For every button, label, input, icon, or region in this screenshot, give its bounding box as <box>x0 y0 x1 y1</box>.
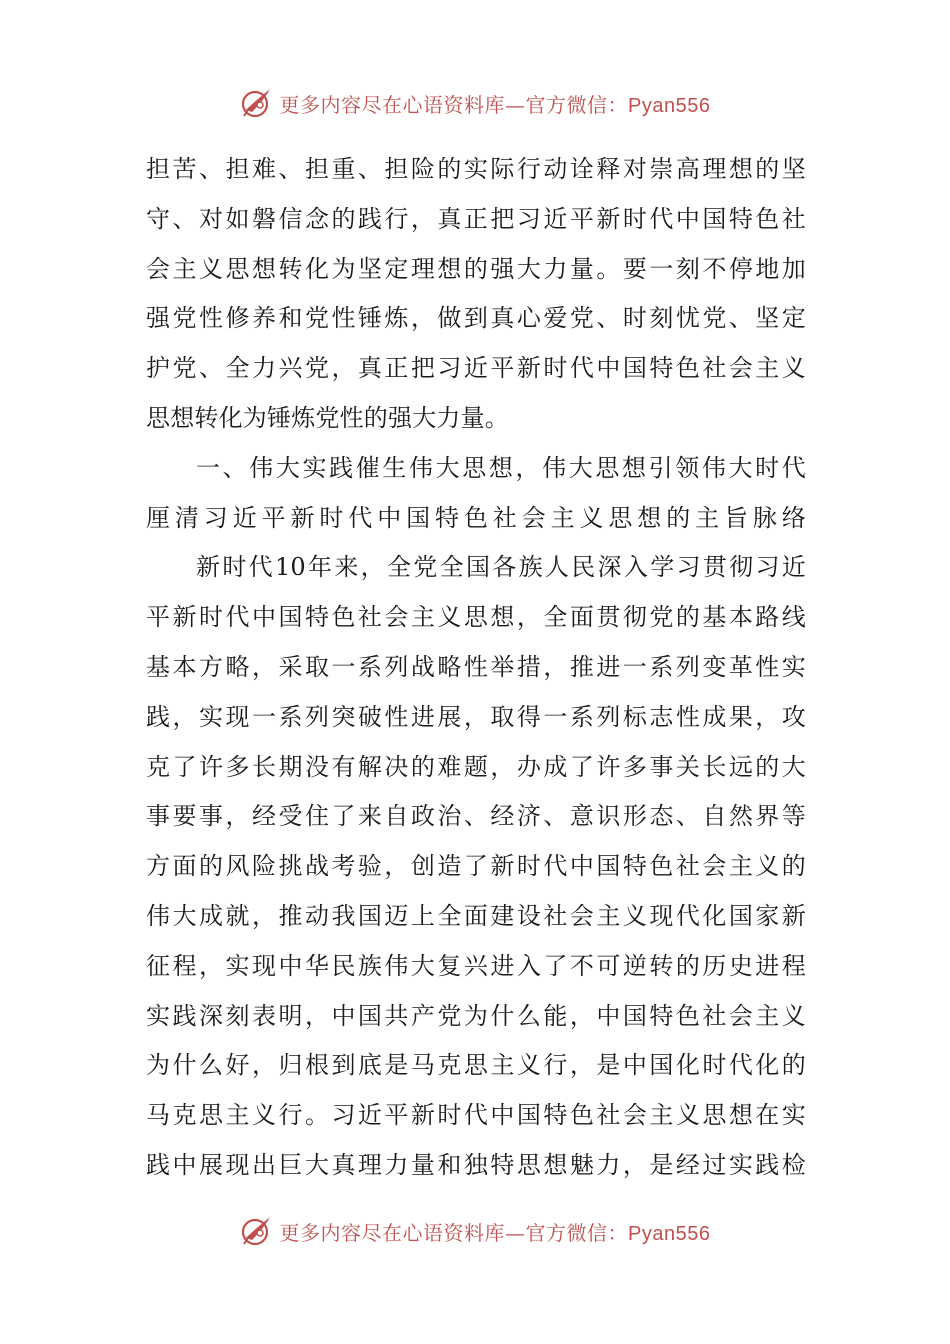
quill-pen-logo-icon <box>240 1214 274 1248</box>
footer-banner-text: 更多内容尽在心语资料库—官方微信：Pyan556 <box>279 1220 711 1245</box>
body-line: 护党、全力兴党，真正把习近平新时代中国特色社会主义 <box>146 354 806 383</box>
body-line: 践，实现一系列突破性进展，取得一系列标志性成果，攻 <box>146 702 806 731</box>
section-heading-continued: 厘清习近平新时代中国特色社会主义思想的主旨脉络 <box>146 503 806 532</box>
body-line: 事要事，经受住了来自政治、经济、意识形态、自然界等 <box>146 802 806 831</box>
body-line: 克了许多长期没有解决的难题，办成了许多事关长远的大 <box>146 752 806 781</box>
body-line: 伟大成就，推动我国迈上全面建设社会主义现代化国家新 <box>146 901 806 930</box>
body-line: 践中展现出巨大真理力量和独特思想魅力，是经过实践检 <box>146 1150 806 1179</box>
header-banner <box>0 83 950 123</box>
document-body <box>146 145 806 1191</box>
footer-wechat-id: Pyan556 <box>628 1222 711 1245</box>
body-line: 征程，实现中华民族伟大复兴进入了不可逆转的历史进程 <box>146 951 806 980</box>
body-line: 实践深刻表明，中国共产党为什么能，中国特色社会主义 <box>146 1001 806 1030</box>
body-line: 平新时代中国特色社会主义思想，全面贯彻党的基本路线 <box>146 603 806 632</box>
body-line: 守、对如磐信念的践行，真正把习近平新时代中国特色社 <box>146 204 806 233</box>
body-line: 担苦、担难、担重、担险的实际行动诠释对崇高理想的坚 <box>146 155 806 183</box>
header-banner-text: 更多内容尽在心语资料库—官方微信：Pyan556 <box>279 92 711 117</box>
body-line: 基本方略，采取一系列战略性举措，推进一系列变革性实 <box>146 652 806 681</box>
footer-banner <box>0 1211 950 1251</box>
header-wechat-id: Pyan556 <box>628 94 711 117</box>
body-line: 马克思主义行。习近平新时代中国特色社会主义思想在实 <box>146 1101 806 1130</box>
body-line: 新时代10年来，全党全国各族人民深入学习贯彻习近 <box>196 553 806 582</box>
body-line: 会主义思想转化为坚定理想的强大力量。要一刻不停地加 <box>146 254 806 283</box>
body-line: 强党性修养和党性锤炼，做到真心爱党、时刻忧党、坚定 <box>146 304 806 333</box>
body-line: 为什么好，归根到底是马克思主义行，是中国化时代化的 <box>146 1051 806 1080</box>
section-heading: 一、伟大实践催生伟大思想，伟大思想引领伟大时代 <box>196 453 806 482</box>
quill-pen-logo-icon <box>240 86 274 120</box>
body-line: 方面的风险挑战考验，创造了新时代中国特色社会主义的 <box>146 852 806 881</box>
body-line: 思想转化为锤炼党性的强大力量。 <box>146 403 509 432</box>
